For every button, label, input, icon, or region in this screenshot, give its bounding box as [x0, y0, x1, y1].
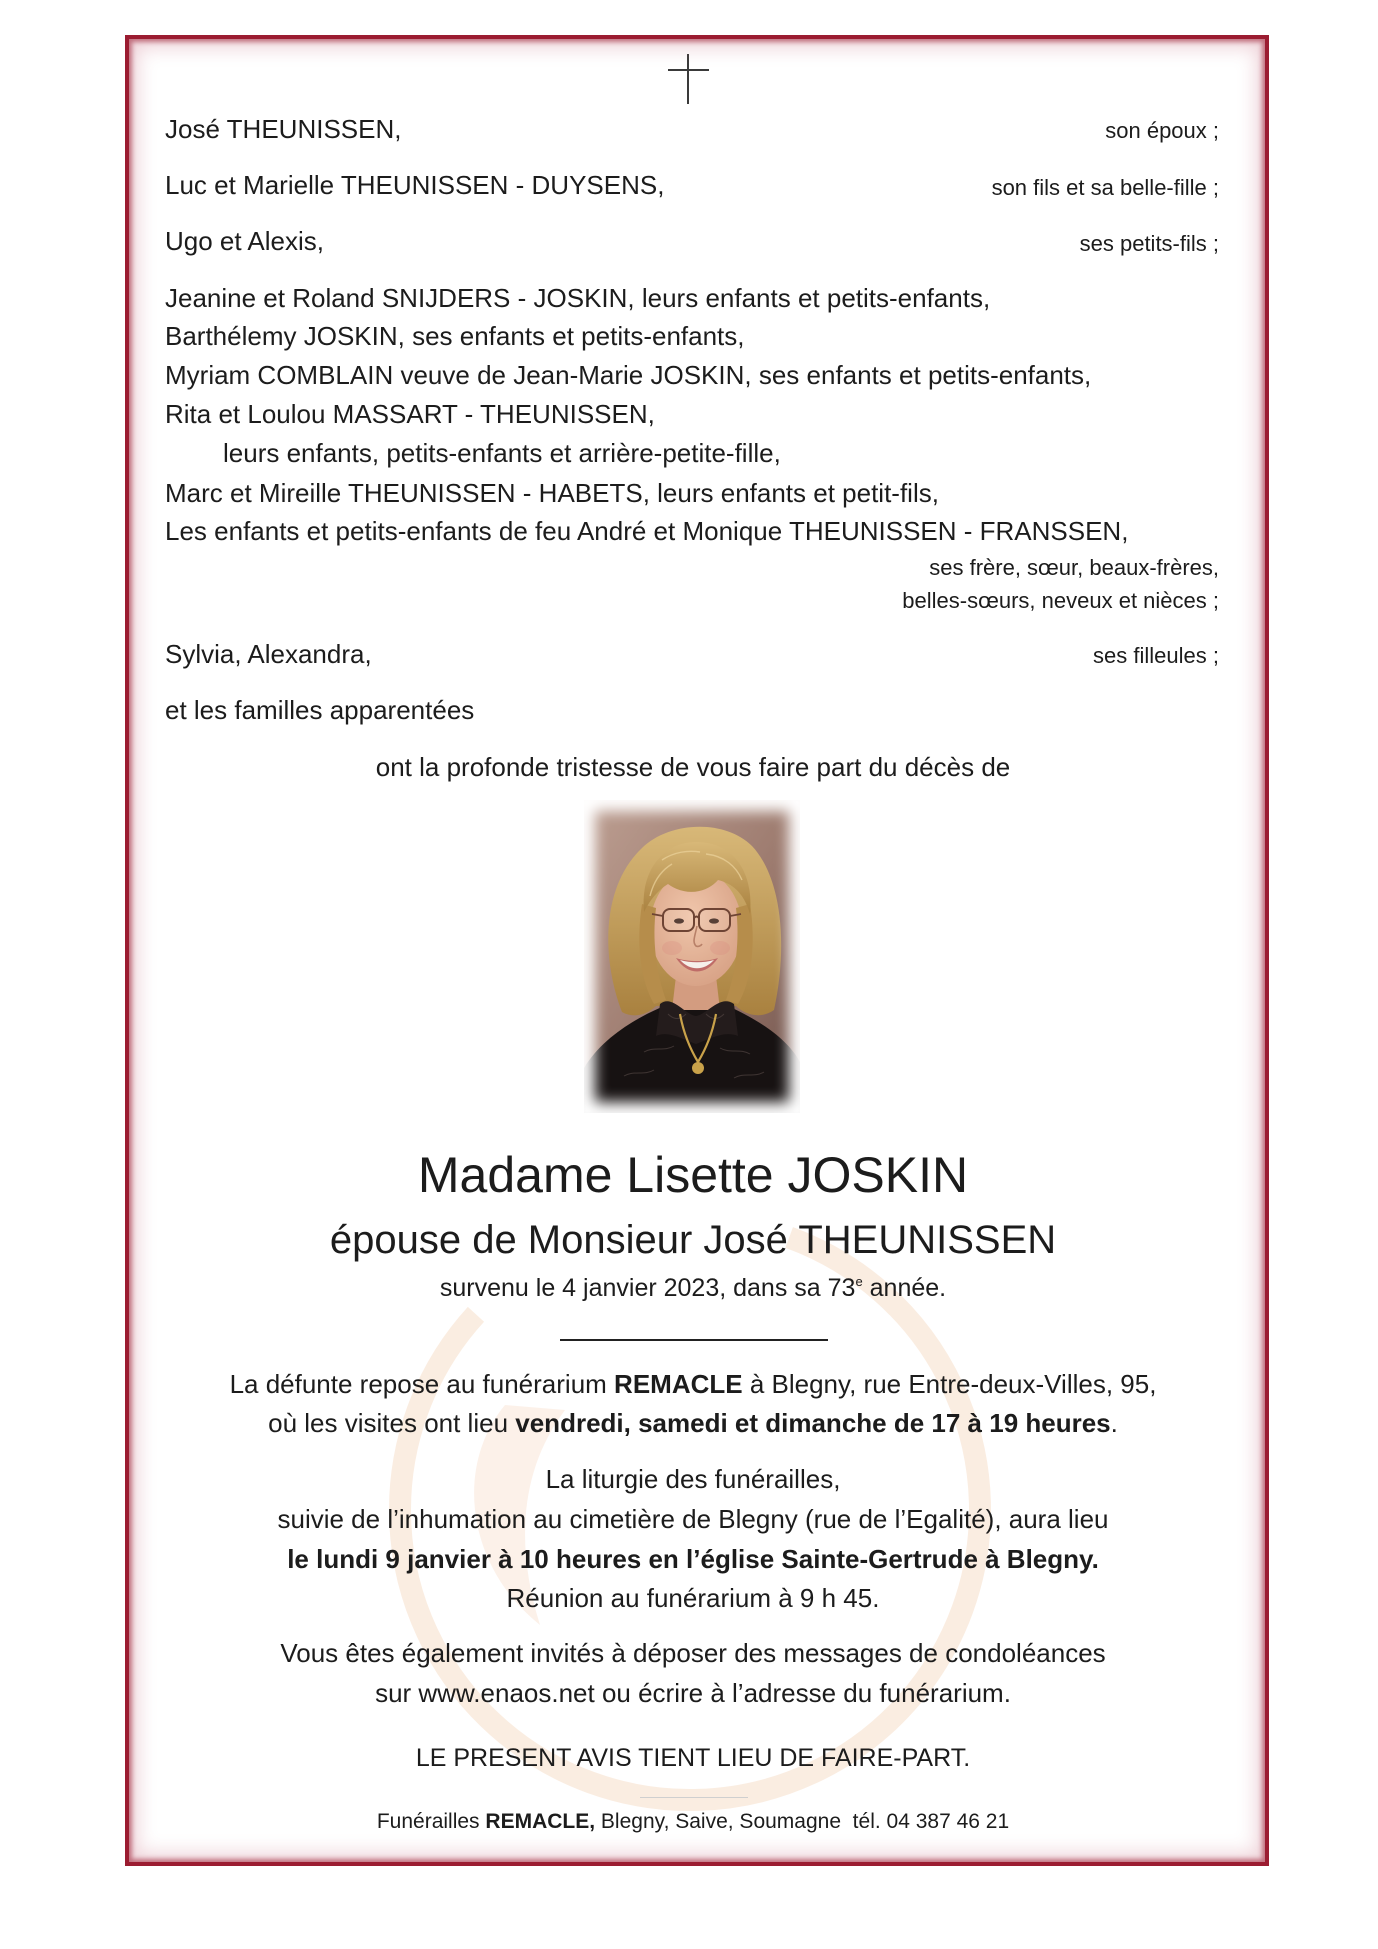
- condolences-line-1: Vous êtes également invités à déposer des messages de condoléances: [280, 1638, 1106, 1668]
- godchildren-name: Sylvia, Alexandra,: [165, 639, 372, 669]
- closing-statement: LE PRESENT AVIS TIENT LIEU DE FAIRE-PART.: [415, 1744, 971, 1772]
- siblings-line-indented: leurs enfants, petits-enfants et arrière-petite-fille,: [223, 438, 781, 468]
- deceased-name: Madame Lisette JOSKIN: [417, 1147, 969, 1203]
- godchildren-relation: ses filleules ;: [1093, 643, 1219, 668]
- liturgy-date-place: [8, 1543, 1378, 1575]
- siblings-line: Jeanine et Roland SNIJDERS - JOSKIN, leurs enfants et petits-enfants,: [165, 283, 991, 313]
- family-name-grandsons: Ugo et Alexis,: [165, 226, 324, 256]
- family-relation-grandsons: ses petits-fils ;: [1079, 231, 1219, 256]
- announcement: ont la profonde tristesse de vous faire part du décès de: [375, 752, 1011, 782]
- footer-company: REMACLE,: [485, 1810, 596, 1833]
- siblings-line: Myriam COMBLAIN veuve de Jean-Marie JOSKIN, ses enfants et petits-enfants,: [165, 360, 1092, 390]
- footer-prefix: Funérailles: [376, 1810, 486, 1833]
- footer-divider: [640, 1797, 748, 1798]
- divider: [560, 1339, 828, 1341]
- visitation-text: où les visites ont lieu: [268, 1408, 516, 1438]
- liturgy-line-2: suivie de l’inhumation au cimetière de Blegny (rue de l’Egalité), aura lieu: [277, 1504, 1109, 1534]
- death-date-end: année.: [862, 1274, 947, 1302]
- visitation-line-2: [8, 1407, 1378, 1439]
- deceased-spouse: épouse de Monsieur José THEUNISSEN: [329, 1218, 1057, 1262]
- footer-details: Blegny, Saive, Soumagne tél. 04 387 46 21: [595, 1810, 1010, 1833]
- liturgy-meeting: Réunion au funérarium à 9 h 45.: [506, 1583, 880, 1613]
- siblings-relation: ses frère, sœur, beaux-frères,: [929, 555, 1219, 580]
- siblings-line: Les enfants et petits-enfants de feu André et Monique THEUNISSEN - FRANSSEN,: [165, 516, 1129, 546]
- family-name-spouse: José THEUNISSEN,: [165, 114, 402, 144]
- visitation-text: La défunte repose au funérarium: [229, 1369, 615, 1399]
- family-relation-spouse: son époux ;: [1105, 118, 1219, 143]
- extended-family: et les familles apparentées: [165, 695, 475, 725]
- liturgy-date-text: le lundi 9 janvier à 10 heures en l’église Sainte-Gertrude à Blegny.: [287, 1544, 1099, 1574]
- portrait-photo: [584, 800, 800, 1113]
- siblings-line: Barthélemy JOSKIN, ses enfants et petits-enfants,: [165, 321, 745, 351]
- death-date-text: survenu le 4 janvier 2023, dans sa 73: [439, 1274, 856, 1302]
- death-date-line: [8, 1273, 1378, 1303]
- ordinal-suffix: e: [855, 1274, 863, 1289]
- visitation-address: à Blegny, rue Entre-deux-Villes, 95,: [742, 1369, 1157, 1399]
- siblings-relation: belles-sœurs, neveux et nièces ;: [902, 588, 1219, 613]
- liturgy-line-1: La liturgie des funérailles,: [545, 1464, 841, 1494]
- visitation-schedule: vendredi, samedi et dimanche de 17 à 19 heures: [515, 1408, 1111, 1438]
- visitation-line-1: [8, 1368, 1378, 1400]
- siblings-line: Marc et Mireille THEUNISSEN - HABETS, leurs enfants et petit-fils,: [165, 478, 939, 508]
- funeral-home-name: REMACLE: [614, 1369, 743, 1399]
- siblings-line: Rita et Loulou MASSART - THEUNISSEN,: [165, 399, 655, 429]
- family-relation-son: son fils et sa belle-fille ;: [991, 175, 1219, 200]
- visitation-end: .: [1110, 1408, 1118, 1438]
- funeral-home-footer: [8, 1808, 1378, 1836]
- family-name-son: Luc et Marielle THEUNISSEN - DUYSENS,: [165, 170, 665, 200]
- cross-icon: [660, 50, 716, 108]
- condolences-line-2: sur www.enaos.net ou écrire à l’adresse du funérarium.: [375, 1678, 1011, 1708]
